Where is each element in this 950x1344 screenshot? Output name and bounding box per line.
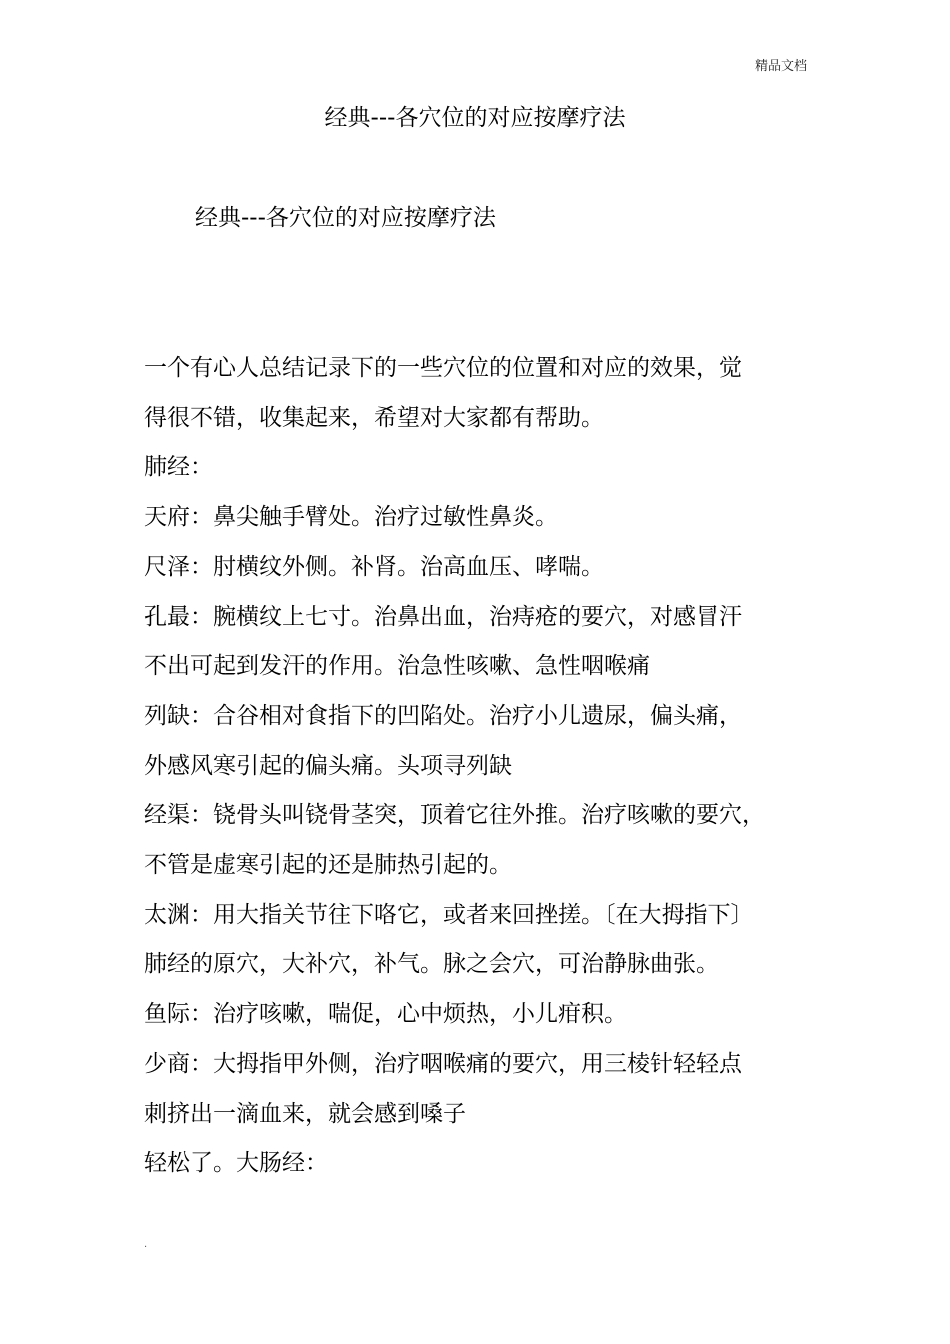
text-line: 天府：鼻尖触手臂处。治疗过敏性鼻炎。 xyxy=(144,504,558,531)
text-line: 不出可起到发汗的作用。治急性咳嗽、急性咽喉痛 xyxy=(144,653,650,680)
text-line: 太渊：用大指关节往下咯它，或者来回挫搓。〔在大拇指下〕 xyxy=(144,901,754,928)
page-subtitle: 经典---各穴位的对应按摩疗法 xyxy=(195,205,496,231)
footer-mark: . xyxy=(144,1239,148,1250)
text-line: 孔最：腕横纹上七寸。治鼻出血，治痔疮的要穴，对感冒汗 xyxy=(144,603,742,630)
text-line: 经渠：铙骨头叫铙骨茎突，顶着它往外推。治疗咳嗽的要穴， xyxy=(144,802,765,829)
text-line: 不管是虚寒引起的还是肺热引起的。 xyxy=(144,852,512,879)
text-line: 肺经的原穴，大补穴，补气。脉之会穴，可治静脉曲张。 xyxy=(144,951,719,978)
page-title: 经典---各穴位的对应按摩疗法 xyxy=(324,105,626,131)
text-line: 少商：大拇指甲外侧，治疗咽喉痛的要穴，用三棱针轻轻点 xyxy=(144,1050,742,1077)
text-line: 得很不错，收集起来，希望对大家都有帮助。 xyxy=(144,404,604,431)
body-text xyxy=(144,344,814,1189)
text-line: 肺经： xyxy=(144,454,213,481)
text-line: 一个有心人总结记录下的一些穴位的位置和对应的效果，觉 xyxy=(144,355,742,381)
text-line: 外感风寒引起的偏头痛。头项寻列缺 xyxy=(144,752,512,779)
text-line: 鱼际：治疗咳嗽，喘促，心中烦热，小儿疳积。 xyxy=(144,1001,627,1028)
text-line: 列缺：合谷相对食指下的凹陷处。治疗小儿遗尿，偏头痛， xyxy=(144,702,742,729)
text-line: 轻松了。大肠经： xyxy=(144,1150,328,1177)
header-watermark: 精品文档 xyxy=(754,59,807,74)
text-line: 刺挤出一滴血来，就会感到嗓子 xyxy=(144,1100,466,1127)
text-line: 尺泽：肘横纹外侧。补肾。治高血压、哮喘。 xyxy=(144,553,604,580)
